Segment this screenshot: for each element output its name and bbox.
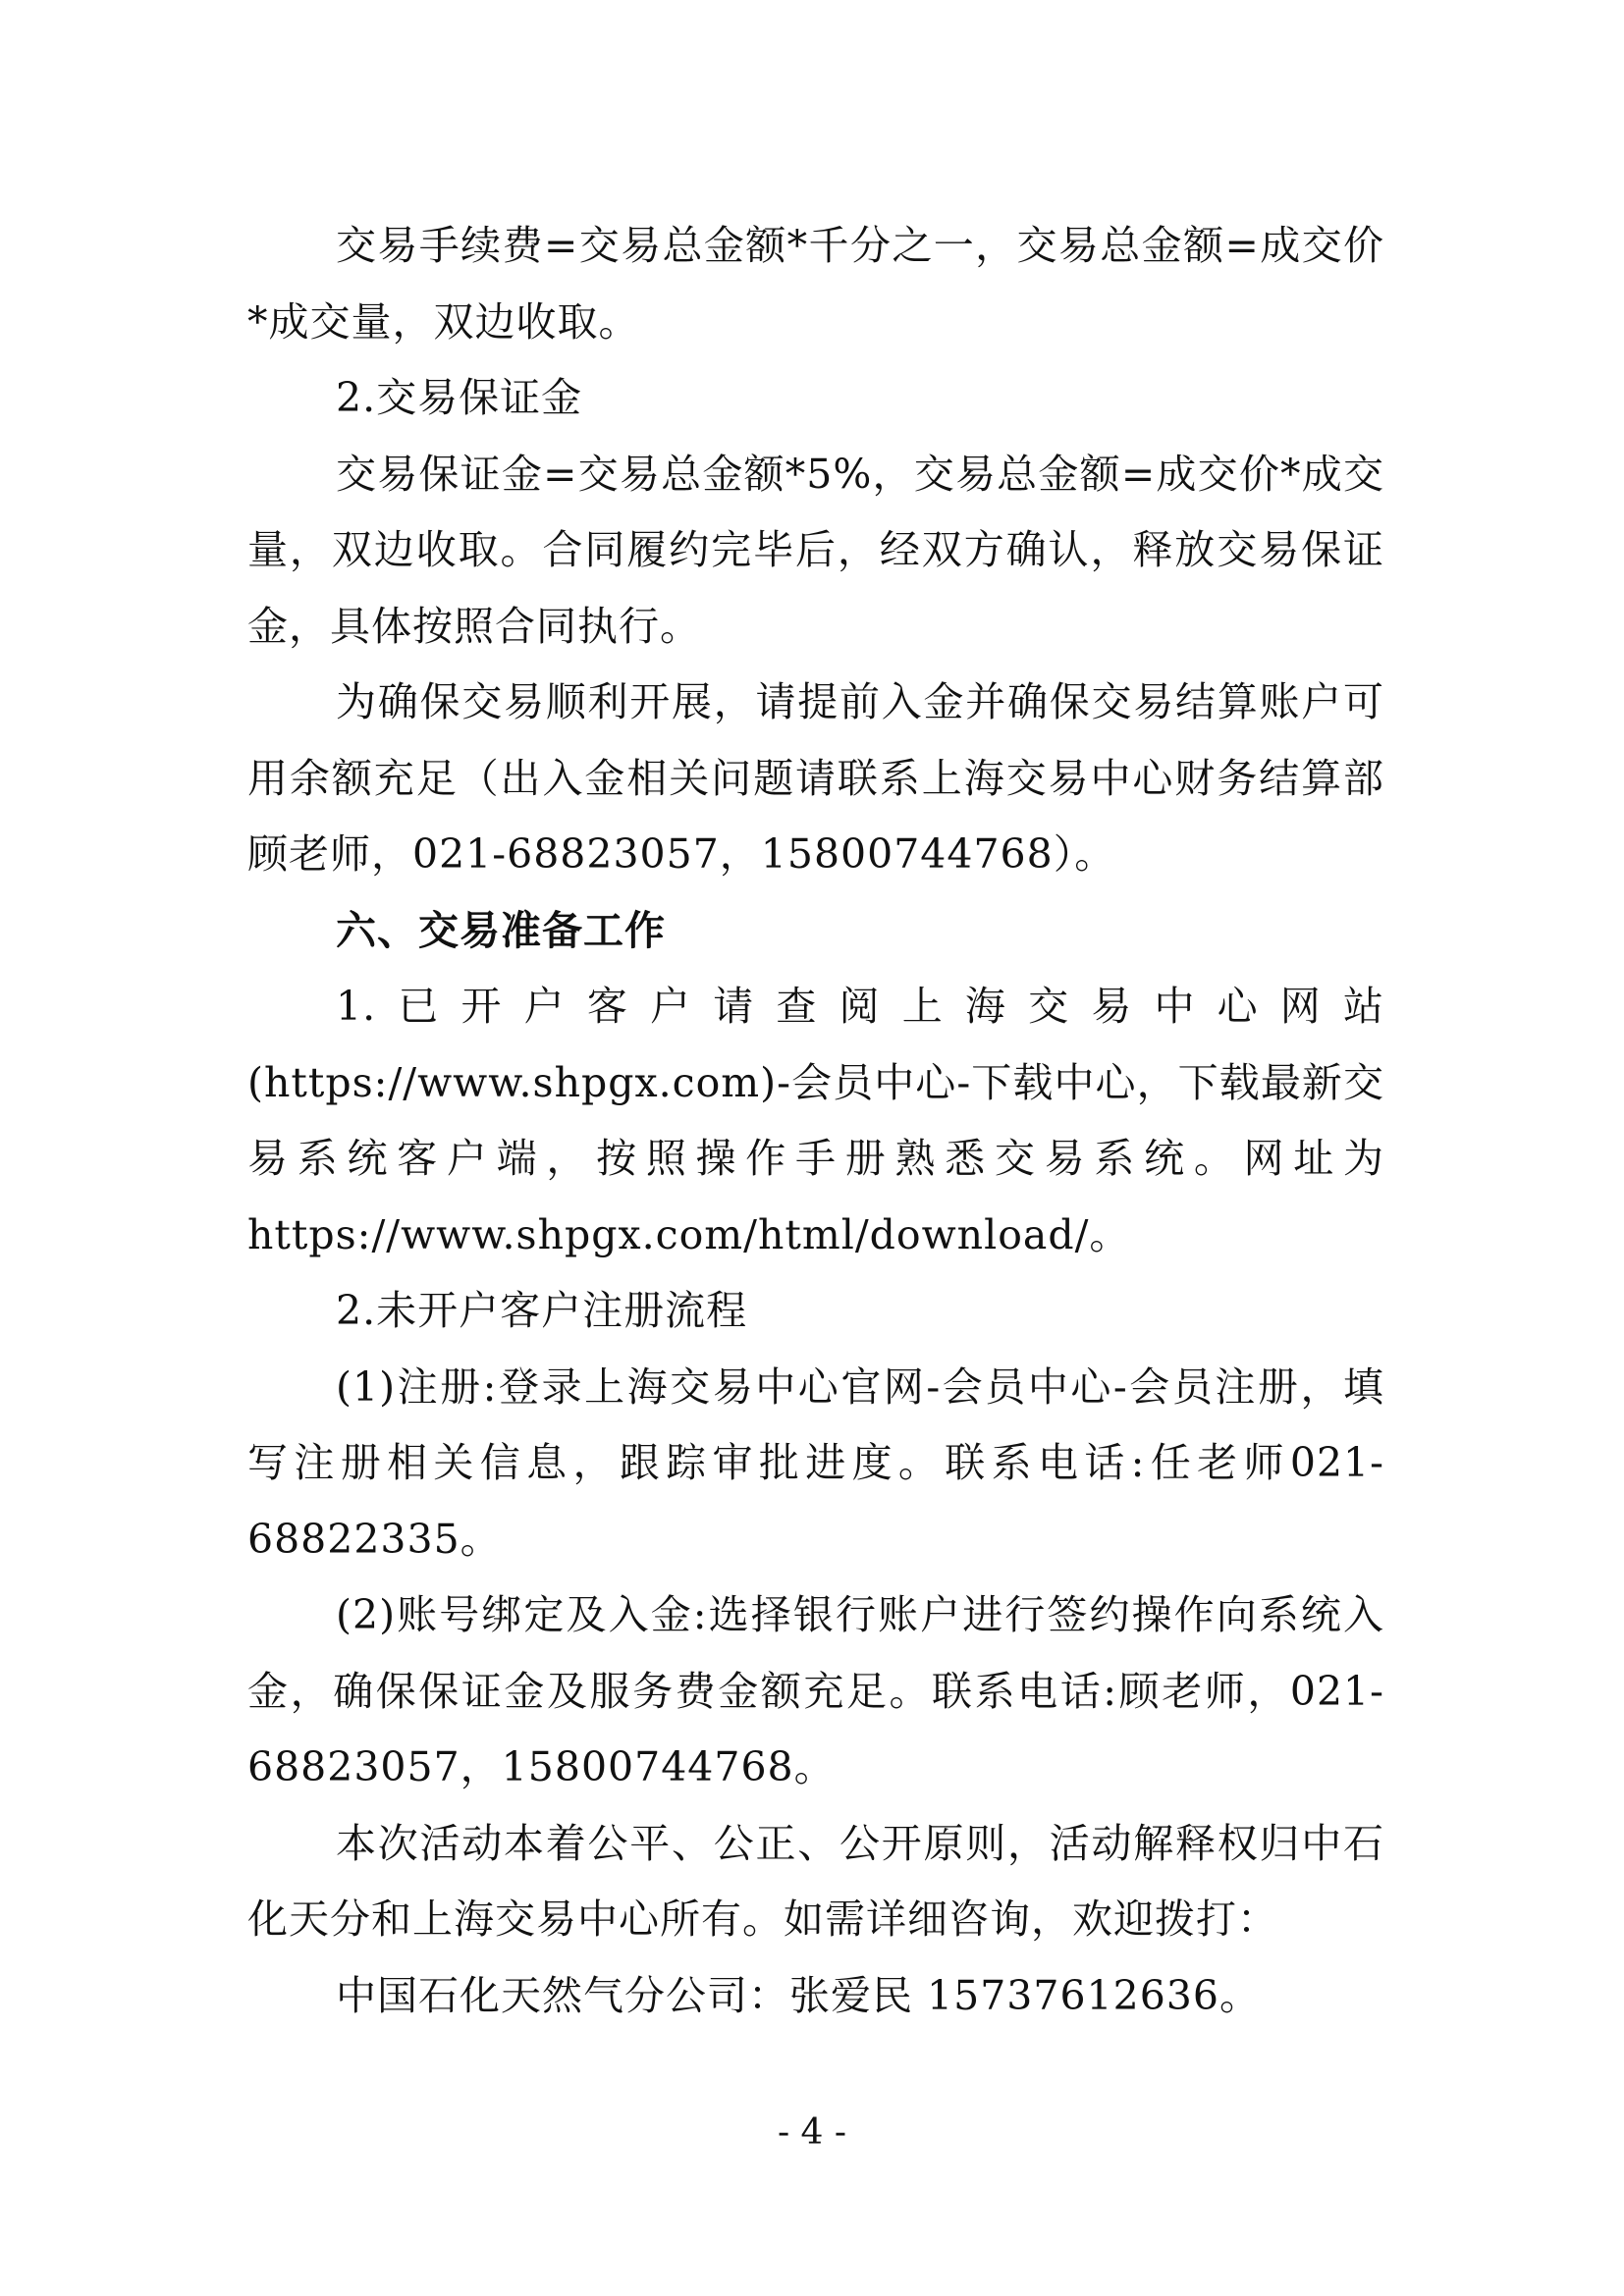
contact-paragraph: 中国石化天然气分公司：张爱民 15737612636。 bbox=[336, 1971, 1261, 2019]
activity-notice-paragraph: 本次活动本着公平、公正、公开原则，活动解释权归中石化天分和上海交易中心所有。如需详细咨询，欢迎拨打： bbox=[247, 1819, 1384, 1943]
section-heading-preparation: 六、交易准备工作 bbox=[336, 906, 666, 954]
registration-paragraph: (1)注册:登录上海交易中心官网-会员中心-会员注册，填写注册相关信息，跟踪审批进度。联系电话:任老师021-68822335。 bbox=[247, 1362, 1384, 1563]
page-number: - 4 - bbox=[777, 2112, 847, 2153]
account-binding-paragraph: (2)账号绑定及入金:选择银行账户进行签约操作向系统入金，确保保证金及服务费金额充足。联系电话:顾老师，021-68823057，15800744768。 bbox=[247, 1591, 1384, 1790]
fee-paragraph: 交易手续费=交易总金额*千分之一，交易总金额=成交价*成交量，双边收取。 bbox=[247, 222, 1384, 346]
new-client-subheading: 2.未开户客户注册流程 bbox=[336, 1287, 748, 1334]
existing-client-paragraph: 1.已开户客户请查阅上海交易中心网站(https://www.shpgx.com)-会员中心-下载中心，下载最新交易系统客户端，按照操作手册熟悉交易系统。网址为https://www.shpgx.com/html/download/。 bbox=[247, 983, 1384, 1258]
funding-paragraph: 为确保交易顺利开展，请提前入金并确保交易结算账户可用余额充足（出入金相关问题请联系上海交易中心财务结算部顾老师，021-68823057，15800744768）。 bbox=[247, 678, 1384, 878]
deposit-paragraph: 交易保证金=交易总金额*5%，交易总金额=成交价*成交量，双边收取。合同履约完毕后，经双方确认，释放交易保证金，具体按照合同执行。 bbox=[247, 450, 1384, 650]
document-body bbox=[247, 208, 1384, 2034]
deposit-subheading: 2.交易保证金 bbox=[336, 374, 583, 421]
